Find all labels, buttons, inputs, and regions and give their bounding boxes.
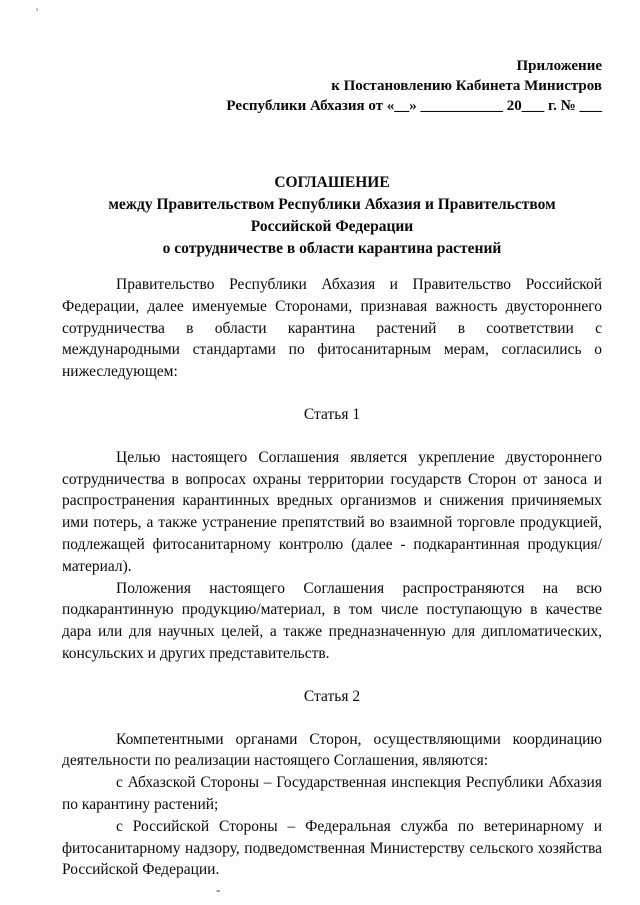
article-1-paragraph-2: Положения настоящего Соглашения распространяются на всю подкарантинную продукцию/материал, в том числе поступающую в качестве дара или для научных целей, а также предназначенную для дипломатических, консульских и других представительств. <box>62 579 602 662</box>
document-title-line-3: Российской Федерации <box>250 218 414 235</box>
article-2-paragraph-1: Компетентными органами Сторон, осуществляющими координацию деятельности по реализации настоящего Соглашения, являются: <box>62 730 602 770</box>
article-1-paragraph-1: Целью настоящего Соглашения является укрепление двустороннего сотрудничества в вопросах охраны территории государств Сторон от заноса и распространения карантинных вредных организмов и снижения причиняемых ими потерь, а также устранение препятствий во взаимной торговле продукцией, подлежащей фитосанитарному контролю (далее - подкарантинная продукция/материал). <box>62 448 602 575</box>
article-2-paragraph-3: с Российской Стороны – Федеральная служба по ветеринарному и фитосанитарному надзору, подведомственная Министерству сельского хозяйства Российской Федерации. <box>62 817 602 879</box>
document-title-line-2: между Правительством Республики Абхазия и Правительством <box>108 196 556 213</box>
document-title-line-1: СОГЛАШЕНИЕ <box>274 174 390 191</box>
annex-header-line-3: Республики Абхазия от «__» ___________ 20___ г. № ___ <box>226 98 602 114</box>
document-subtitle: о сотрудничестве в области карантина растений <box>162 240 502 257</box>
article-2-heading: Статья 2 <box>303 687 361 705</box>
document-body <box>62 274 602 881</box>
scan-artifact-top: ' <box>36 5 39 19</box>
preamble-paragraph: Правительство Республики Абхазия и Правительство Российской Федерации, далее именуемые Сторонами, признавая важность двустороннего сотрудничества в области карантина растений в соответствии с международными стандартами по фитосанитарным мерам, согласились о нижеследующем: <box>62 276 602 381</box>
document-title <box>62 172 602 260</box>
page-footer-mark: - <box>216 882 221 897</box>
annex-header-line-2: к Постановлению Кабинета Министров <box>331 78 602 94</box>
annex-header-line-1: Приложение <box>516 58 602 74</box>
article-2-paragraph-2: с Абхазской Стороны – Государственная инспекция Республики Абхазия по карантину растений; <box>62 774 602 813</box>
annex-header <box>62 56 602 116</box>
article-1-heading: Статья 1 <box>303 405 361 423</box>
